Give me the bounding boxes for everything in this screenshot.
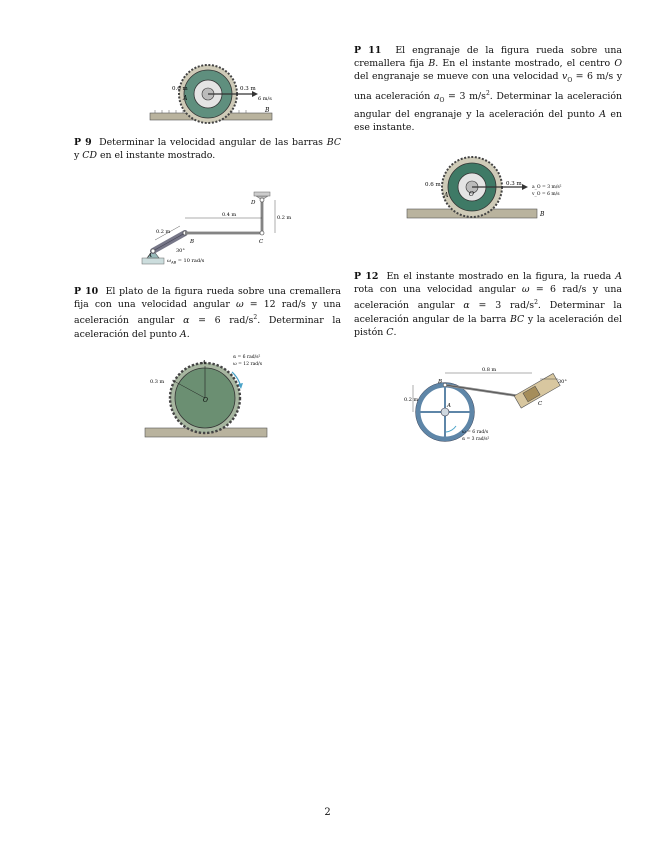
label-A: A xyxy=(202,360,206,366)
label-A: A xyxy=(148,253,152,259)
vel-label: v_O = 6 m/s xyxy=(532,192,560,197)
page-number: 2 xyxy=(324,807,331,818)
problem-p9: P 9 Determinar la velocidad angular de las barras BC y CD en el instante mostrado. xyxy=(74,137,341,162)
label-A: A xyxy=(447,403,451,409)
dim-02-left: 0.2 m xyxy=(156,229,171,235)
dim-06: 0.6 m xyxy=(425,182,441,188)
dim-03: 0.3 m xyxy=(150,379,165,385)
dim-04: 0.4 m xyxy=(222,212,237,218)
alpha-label: α = 3 rad/s² xyxy=(462,437,490,442)
dim-03: 0.3 m xyxy=(240,86,256,92)
dim-06: 0.6 m xyxy=(172,86,188,92)
label-B: B xyxy=(438,379,443,385)
angle-30: 30° xyxy=(558,379,567,385)
label-A: A xyxy=(183,95,188,102)
label-B: B xyxy=(190,239,195,245)
label-A: A xyxy=(444,192,449,199)
label-B: B xyxy=(265,107,270,114)
label-O: O xyxy=(203,397,208,404)
problem-p10: P 10 El plato de la figura rueda sobre una cremallera fija con una velocidad angular ω = 12 rad/s y una aceleración angular α = 6 rad/$s^2$. Determinar la aceleración del punto A. xyxy=(74,286,341,340)
figure-p11-gear xyxy=(400,160,562,225)
label-O: O xyxy=(469,191,474,198)
problem-number: P 11 xyxy=(354,45,382,56)
label-C: C xyxy=(259,239,264,245)
omega-label: ω = 6 rad/s xyxy=(462,430,489,435)
problem-p12: P 12 En el instante mostrado en la figura, la rueda A rota con una velocidad angular ω = 6 rad/s y una aceleración angular α = 3 rad/$s^2$. Determinar la aceleración angular de la barra BC y la aceleración del pistón C. xyxy=(354,271,622,338)
figure-p10-plate xyxy=(130,352,280,442)
dim-08: 0.8 m xyxy=(482,367,497,373)
figure-p9-linkage xyxy=(138,188,292,278)
angle-30: 30° xyxy=(176,248,185,254)
speed-label: 6 m/s xyxy=(258,96,272,102)
problem-p11: P 11 El engranaje de la figura rueda sobre una cremallera fija B. En el instante mostrado, el centro O del engranaje se mueve con una velocidad $v_O = 6$ m/s y una aceleración $a_O = 3$ $m/s^2$. Determinar la aceleración angular del engranaje y la aceleración del punto A en ese instante. xyxy=(354,45,623,133)
label-B: B xyxy=(540,211,545,218)
omega-label: ω = 12 rad/s xyxy=(233,362,262,367)
problem-number: P 12 xyxy=(354,271,379,282)
problem-number: P 9 xyxy=(74,137,92,148)
dim-03: 0.3 m xyxy=(506,181,522,187)
dim-02-right: 0.2 m xyxy=(277,215,292,221)
dim-02: 0.2 m xyxy=(404,397,419,403)
alpha-label: α = 6 rad/s² xyxy=(233,355,261,360)
acc-label: a_O = 3 m/s² xyxy=(532,185,562,190)
label-C: C xyxy=(538,401,543,407)
figure-gear-top xyxy=(150,62,280,122)
label-D: D xyxy=(251,200,256,206)
figure-p12-mechanism xyxy=(400,360,570,450)
omega-ab-label: $\omega_{AB} = 10$ rad/s xyxy=(167,258,205,265)
problem-number: P 10 xyxy=(74,286,99,297)
